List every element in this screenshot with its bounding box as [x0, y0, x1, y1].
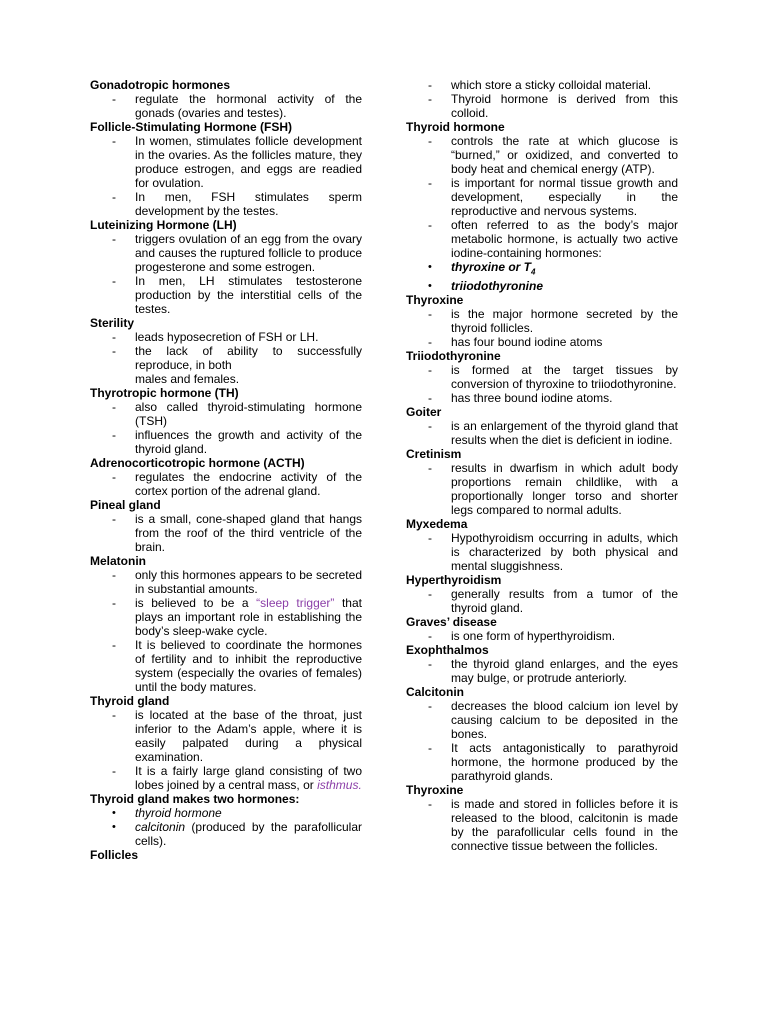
section-heading: Calcitonin [406, 685, 465, 700]
section-heading: Pineal gland [90, 498, 161, 512]
item-text: In women, stimulates follicle development in the ovaries. As the follicles mature, they produce estrogen, and eggs are readied for ovulation. [135, 134, 362, 190]
item-text: also called thyroid-stimulating hormone (TSH) [135, 400, 362, 428]
section-heading: Luteinizing Hormone (LH) [90, 218, 237, 232]
dash-item [406, 92, 678, 120]
dash-item [90, 232, 362, 274]
item-text: is formed at the target tissues by conversion of thyroxine to triiodothyronine. [451, 363, 678, 392]
bullet-marker: • [112, 821, 116, 833]
dash-marker: - [428, 531, 432, 546]
dash-item [90, 638, 362, 694]
dash-marker: - [428, 92, 432, 106]
dash-item [90, 400, 362, 428]
item-text: is one form of hyperthyroidism. [451, 629, 616, 644]
section-heading: Myxedema [406, 517, 468, 532]
dash-item [90, 512, 362, 554]
dash-marker: - [112, 428, 116, 442]
dash-marker: - [428, 629, 432, 644]
section-heading: Sterility [90, 316, 135, 330]
dash-item [406, 657, 678, 685]
item-text [135, 344, 362, 386]
dash-item [406, 461, 678, 517]
item-text: is made and stored in follicles before it is released to the blood, calcitonin is made by the parafollicular cells found in the connective tissue between the follicles. [451, 797, 678, 854]
item-text: often referred to as the body’s major metabolic hormone, is actually two active iodine-containing hormones: [451, 218, 678, 260]
bullet-marker: • [428, 261, 432, 273]
bullet-item [406, 279, 678, 293]
item-text: leads hyposecretion of FSH or LH. [135, 330, 319, 344]
dash-marker: - [112, 708, 116, 722]
dash-item [406, 391, 678, 405]
item-text: Thyroid hormone is derived from this colloid. [451, 92, 678, 120]
dash-item [90, 344, 362, 386]
bullet-item [406, 260, 678, 279]
highlight-term: “sleep trigger” [256, 596, 335, 610]
item-text: Hypothyroidism occurring in adults, which is characterized by both physical and mental sluggishness. [451, 531, 678, 574]
dash-marker: - [428, 797, 432, 812]
bullet-item [90, 820, 362, 848]
dash-marker: - [112, 568, 116, 582]
item-text: is important for normal tissue growth and development, especially in the reproductive and nervous systems. [451, 176, 678, 218]
item-text [135, 806, 362, 820]
item-text: influences the growth and activity of the thyroid gland. [135, 428, 362, 456]
dash-marker: - [428, 218, 432, 232]
item-text [451, 279, 678, 293]
dash-marker: - [428, 699, 432, 714]
dash-item [406, 335, 678, 349]
highlight-term: isthmus. [317, 778, 362, 792]
subscript: 4 [531, 267, 536, 277]
section-heading: Hyperthyroidism [406, 573, 502, 588]
item-text: It is believed to coordinate the hormones of fertility and to inhibit the reproductive system (especially the ovaries of females) until the body matures. [135, 638, 362, 694]
section-heading: Thyroid hormone [406, 120, 505, 134]
section-heading: Melatonin [90, 554, 146, 568]
dash-marker: - [428, 419, 432, 434]
hormone-name: thyroxine or T [451, 260, 532, 274]
section-heading: Triiodothyronine [406, 349, 501, 364]
dash-marker: - [428, 461, 432, 476]
dash-item [406, 741, 678, 783]
item-text: has four bound iodine atoms [451, 335, 603, 350]
section-heading: Thyroxine [406, 783, 464, 798]
dash-item [90, 764, 362, 792]
bullet-item [90, 806, 362, 820]
item-text-after: (produced by the parafollicular cells). [135, 820, 362, 848]
dash-marker: - [112, 638, 116, 652]
item-line: males and females. [135, 372, 240, 386]
section-heading: Follicles [90, 848, 139, 862]
dash-item [406, 531, 678, 573]
item-text: In men, FSH stimulates sperm development by the testes. [135, 190, 362, 218]
dash-marker: - [112, 274, 116, 288]
section-heading: Follicle-Stimulating Hormone (FSH) [90, 120, 293, 134]
dash-marker: - [428, 741, 432, 756]
item-line: the lack of ability to successfully reproduce, in both [135, 344, 362, 372]
dash-marker: - [428, 176, 432, 190]
hormone-name: thyroid hormone [135, 806, 222, 820]
dash-item [90, 274, 362, 316]
dash-marker: - [112, 512, 116, 526]
item-text: is a small, cone-shaped gland that hangs from the roof of the third ventricle of the brain. [135, 512, 362, 554]
item-text: controls the rate at which glucose is “burned,” or oxidized, and converted to body heat and chemical energy (ATP). [451, 134, 678, 176]
dash-marker: - [428, 363, 432, 378]
item-text: decreases the blood calcium ion level by causing calcium to be deposited in the bones. [451, 699, 678, 742]
hormone-name: calcitonin [135, 820, 186, 834]
dash-item [406, 699, 678, 741]
section-heading: Goiter [406, 405, 442, 420]
dash-marker: - [112, 190, 116, 204]
dash-item [406, 218, 678, 260]
item-text-after: that plays an important role in establishing the body’s sleep-wake cycle. [135, 596, 362, 638]
section-heading: Gonadotropic hormones [90, 78, 231, 92]
section-heading: Cretinism [406, 447, 462, 462]
right-column [406, 78, 678, 853]
item-text: generally results from a tumor of the thyroid gland. [451, 587, 678, 616]
dash-item [406, 78, 678, 92]
dash-item [90, 428, 362, 456]
dash-item [90, 596, 362, 638]
hormone-name: triiodothyronine [451, 279, 543, 294]
dash-item [406, 134, 678, 176]
dash-marker: - [112, 764, 116, 778]
item-text: triggers ovulation of an egg from the ovary and causes the ruptured follicle to produce progesterone and some estrogen. [135, 232, 362, 274]
dash-item [90, 568, 362, 596]
dash-item [90, 330, 362, 344]
item-text [135, 764, 362, 792]
dash-marker: - [112, 344, 116, 358]
item-text: regulate the hormonal activity of the gonads (ovaries and testes). [135, 92, 362, 120]
item-text: regulates the endocrine activity of the cortex portion of the adrenal gland. [135, 470, 362, 498]
dash-marker: - [428, 134, 432, 148]
dash-marker: - [112, 232, 116, 246]
dash-item [90, 92, 362, 120]
bullet-marker: • [428, 280, 432, 293]
dash-marker: - [112, 92, 116, 106]
item-text: In men, LH stimulates testosterone production by the interstitial cells of the testes. [135, 274, 362, 316]
section-heading: Graves’ disease [406, 615, 497, 630]
dash-item [90, 470, 362, 498]
section-heading: Adrenocorticotropic hormone (ACTH) [90, 456, 305, 470]
dash-marker: - [428, 335, 432, 350]
dash-item [90, 708, 362, 764]
dash-item [406, 419, 678, 447]
item-text [451, 260, 678, 279]
dash-marker: - [112, 596, 116, 610]
dash-item [406, 587, 678, 615]
dash-item [406, 797, 678, 853]
left-column [90, 78, 362, 862]
item-text: is an enlargement of the thyroid gland that results when the diet is deficient in iodine. [451, 419, 678, 448]
item-text: results in dwarfism in which adult body proportions remain childlike, with a proportionally longer torso and shorter legs compared to normal adults. [451, 461, 678, 518]
item-text: It acts antagonistically to parathyroid hormone, the hormone produced by the parathyroid glands. [451, 741, 678, 784]
item-text: only this hormones appears to be secreted in substantial amounts. [135, 568, 362, 596]
item-text [135, 596, 362, 638]
section-heading: Exophthalmos [406, 643, 489, 658]
item-text-before: It is a fairly large gland consisting of two lobes joined by a central mass, or [135, 764, 362, 792]
section-heading: Thyroid gland [90, 694, 170, 708]
section-heading: Thyroxine [406, 293, 464, 308]
dash-item [406, 176, 678, 218]
bullet-marker: • [112, 807, 116, 819]
dash-item [406, 307, 678, 335]
dash-item [90, 190, 362, 218]
item-text: the thyroid gland enlarges, and the eyes may bulge, or protrude anteriorly. [451, 657, 678, 686]
item-text: is located at the base of the throat, just inferior to the Adam’s apple, where it is easily palpated during a physical examination. [135, 708, 362, 764]
dash-marker: - [428, 307, 432, 322]
dash-marker: - [428, 78, 432, 92]
dash-marker: - [428, 587, 432, 602]
item-text-before: is believed to be a [135, 596, 257, 610]
item-text: which store a sticky colloidal material. [451, 78, 652, 92]
dash-item [406, 629, 678, 643]
item-text: is the major hormone secreted by the thyroid follicles. [451, 307, 678, 336]
dash-marker: - [428, 657, 432, 672]
section-heading: Thyroid gland makes two hormones: [90, 792, 300, 806]
section-heading: Thyrotropic hormone (TH) [90, 386, 239, 400]
dash-marker: - [112, 470, 116, 484]
dash-item [90, 134, 362, 190]
item-text [135, 820, 362, 848]
dash-marker: - [112, 134, 116, 148]
dash-marker: - [112, 400, 116, 414]
dash-marker: - [112, 330, 116, 344]
dash-marker: - [428, 391, 432, 406]
item-text: has three bound iodine atoms. [451, 391, 613, 406]
dash-item [406, 363, 678, 391]
